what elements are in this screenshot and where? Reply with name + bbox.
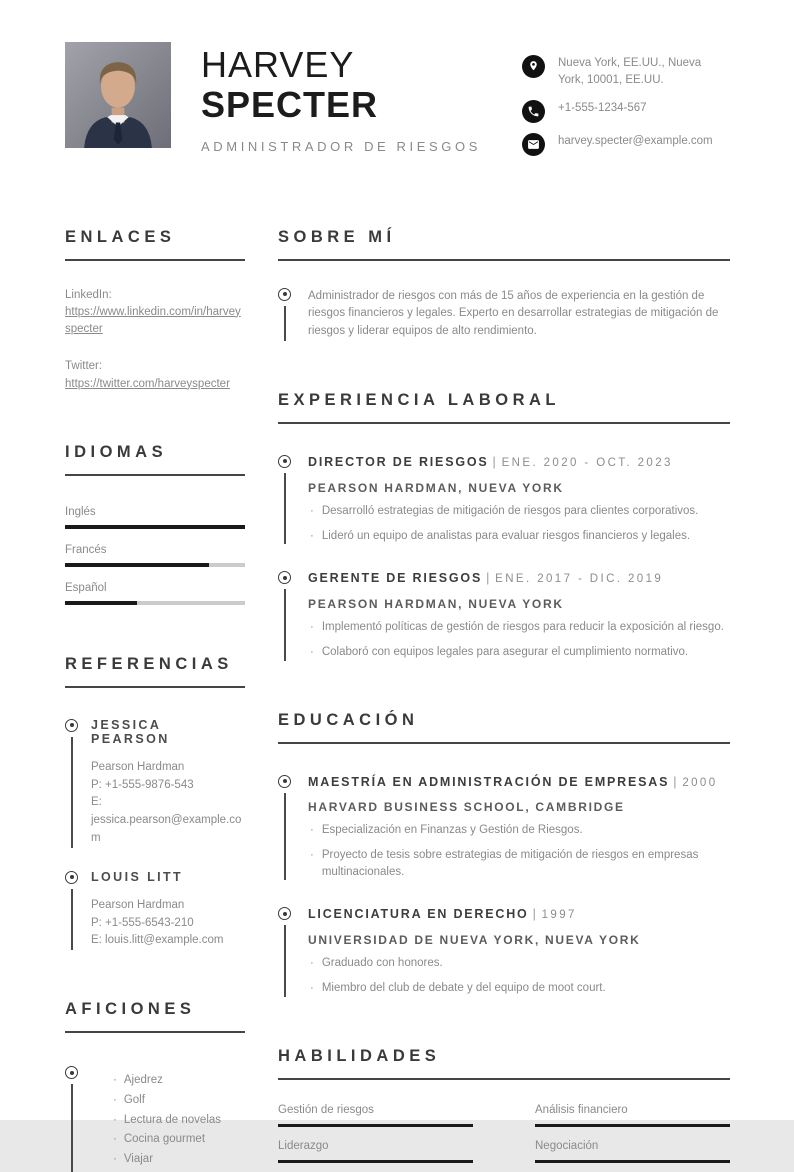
language-bar-fill bbox=[65, 601, 137, 605]
hobbies-entry bbox=[65, 1065, 245, 1172]
hobby-item: · Lectura de novelas bbox=[113, 1113, 245, 1128]
skill-name: Liderazgo bbox=[278, 1139, 329, 1152]
resume-header bbox=[65, 42, 730, 166]
timeline-line bbox=[284, 925, 286, 996]
left-column bbox=[65, 228, 245, 1172]
section-references bbox=[65, 655, 245, 951]
timeline-gutter bbox=[278, 774, 308, 881]
twitter-link[interactable]: https://twitter.com/harveyspecter bbox=[65, 377, 230, 390]
skill-bar-fill bbox=[535, 1160, 730, 1163]
languages-section-title: IDIOMAS bbox=[65, 443, 245, 476]
skill-name: Gestión de riesgos bbox=[278, 1103, 374, 1116]
reference-email: E: jessica.pearson@example.com bbox=[91, 796, 242, 844]
experience-company: PEARSON HARDMAN, NUEVA YORK bbox=[308, 597, 564, 612]
section-links bbox=[65, 228, 245, 393]
experience-bullet: · Implementó políticas de gestión de riesgos para reducir la exposición al riesgo. bbox=[308, 619, 730, 636]
language-name: Inglés bbox=[65, 505, 96, 518]
experience-company: PEARSON HARDMAN, NUEVA YORK bbox=[308, 480, 564, 495]
timeline-gutter bbox=[278, 454, 308, 544]
education-school: UNIVERSIDAD DE NUEVA YORK, NUEVA YORK bbox=[308, 933, 641, 948]
experience-bullet: · Lideró un equipo de analistas para evaluar riesgos financieros y legales. bbox=[308, 528, 730, 545]
reference-phone: P: +1-555-9876-543 bbox=[91, 778, 194, 791]
education-degree-line bbox=[308, 906, 730, 923]
reference-phone: P: +1-555-6543-210 bbox=[91, 916, 194, 929]
reference-company: Pearson Hardman bbox=[91, 898, 185, 911]
language-name: Español bbox=[65, 581, 107, 594]
section-skills bbox=[278, 1047, 730, 1163]
education-bullets bbox=[308, 955, 730, 996]
education-year: 2000 bbox=[682, 776, 718, 789]
skill-item bbox=[535, 1140, 730, 1163]
experience-bullet: · Colaboró con equipos legales para asegurar el cumplimiento normativo. bbox=[308, 644, 730, 661]
language-item bbox=[65, 544, 245, 567]
right-column bbox=[278, 228, 730, 1172]
contact-location-text: Nueva York, EE.UU., Nueva York, 10001, EE.UU. bbox=[558, 57, 702, 87]
section-about bbox=[278, 228, 730, 341]
reference-name: LOUIS LITT bbox=[91, 869, 184, 884]
job-title: ADMINISTRADOR DE RIESGOS bbox=[201, 138, 481, 154]
contact-phone-text: +1-555-1234-567 bbox=[558, 101, 647, 114]
timeline-gutter bbox=[65, 1065, 91, 1172]
skill-bar-fill bbox=[278, 1124, 473, 1127]
education-degree-line bbox=[308, 774, 730, 791]
last-name: SPECTER bbox=[201, 84, 379, 126]
timeline-gutter bbox=[278, 906, 308, 996]
experience-role-line bbox=[308, 570, 730, 587]
education-bullet: · Especialización en Finanzas y Gestión de Riesgos. bbox=[308, 822, 730, 839]
experience-role: DIRECTOR DE RIESGOS bbox=[308, 454, 489, 469]
contact-email-text: harvey.specter@example.com bbox=[558, 134, 713, 147]
skill-item bbox=[278, 1140, 473, 1163]
skill-name: Negociación bbox=[535, 1139, 599, 1152]
bullseye-icon bbox=[65, 1066, 78, 1079]
section-experience bbox=[278, 391, 730, 661]
reference-details bbox=[91, 759, 245, 848]
link-label: LinkedIn: bbox=[65, 288, 112, 301]
timeline-line bbox=[284, 589, 286, 660]
skill-item bbox=[535, 1104, 730, 1127]
bullseye-icon bbox=[65, 871, 78, 884]
section-hobbies bbox=[65, 1000, 245, 1172]
reference-item bbox=[65, 718, 245, 848]
education-degree: LICENCIATURA EN DERECHO bbox=[308, 907, 529, 922]
bullseye-icon bbox=[278, 775, 291, 788]
experience-dates: ENE. 2017 - DIC. 2019 bbox=[495, 573, 664, 586]
references-section-title: REFERENCIAS bbox=[65, 655, 245, 688]
education-item bbox=[278, 774, 730, 881]
timeline-line bbox=[284, 473, 286, 544]
about-entry bbox=[278, 287, 730, 341]
language-item bbox=[65, 506, 245, 529]
skill-bar-track bbox=[278, 1124, 473, 1127]
contact-item-location bbox=[522, 55, 730, 90]
reference-details bbox=[91, 897, 245, 950]
timeline-gutter bbox=[278, 287, 308, 341]
meta-separator: | bbox=[532, 907, 538, 922]
meta-separator: | bbox=[486, 571, 492, 586]
experience-section-title: EXPERIENCIA LABORAL bbox=[278, 391, 730, 424]
experience-item bbox=[278, 454, 730, 544]
experience-bullets bbox=[308, 503, 730, 544]
link-item-twitter bbox=[65, 358, 245, 393]
experience-item bbox=[278, 570, 730, 660]
hobby-item: · Golf bbox=[113, 1093, 245, 1108]
bullseye-icon bbox=[278, 907, 291, 920]
skill-bar-track bbox=[535, 1160, 730, 1163]
email-icon bbox=[522, 133, 545, 156]
hobby-item: · Viajar bbox=[113, 1152, 245, 1167]
bullseye-icon bbox=[278, 288, 291, 301]
phone-icon bbox=[522, 100, 545, 123]
skill-bar-fill bbox=[535, 1124, 730, 1127]
timeline-line bbox=[71, 889, 73, 950]
skill-bar-track bbox=[535, 1124, 730, 1127]
timeline-line bbox=[284, 306, 286, 341]
skills-section-title: HABILIDADES bbox=[278, 1047, 730, 1080]
person-avatar bbox=[65, 42, 171, 148]
links-section-title: ENLACES bbox=[65, 228, 245, 261]
contact-item-phone bbox=[522, 100, 730, 123]
hobby-item: · Ajedrez bbox=[113, 1073, 245, 1088]
hobbies-list bbox=[91, 1073, 245, 1167]
language-name: Francés bbox=[65, 543, 107, 556]
education-school: HARVARD BUSINESS SCHOOL, CAMBRIDGE bbox=[308, 800, 625, 815]
about-text: Administrador de riesgos con más de 15 años de experiencia en la gestión de riesgos financieros y legales. Experto en desarrollar estrategias de mitigación de riesgos y liderar equipos de alto rendimiento. bbox=[308, 289, 719, 338]
experience-role: GERENTE DE RIESGOS bbox=[308, 571, 483, 586]
timeline-gutter bbox=[278, 570, 308, 660]
timeline-line bbox=[71, 1084, 73, 1172]
bullseye-icon bbox=[278, 571, 291, 584]
education-bullet: · Miembro del club de debate y del equipo de moot court. bbox=[308, 980, 730, 997]
language-bar-track bbox=[65, 601, 245, 605]
bullseye-icon bbox=[65, 719, 78, 732]
language-bar-track bbox=[65, 563, 245, 567]
profile-photo bbox=[65, 42, 171, 148]
hobby-item: · Cocina gourmet bbox=[113, 1132, 245, 1147]
skill-name: Análisis financiero bbox=[535, 1103, 628, 1116]
language-item bbox=[65, 582, 245, 605]
language-bar-track bbox=[65, 525, 245, 529]
skill-item bbox=[278, 1104, 473, 1127]
reference-item bbox=[65, 870, 245, 950]
section-education bbox=[278, 711, 730, 997]
timeline-gutter bbox=[65, 718, 91, 848]
link-item-linkedin bbox=[65, 287, 245, 339]
about-section-title: SOBRE MÍ bbox=[278, 228, 730, 261]
section-languages bbox=[65, 443, 245, 605]
language-bar-fill bbox=[65, 563, 209, 567]
reference-company: Pearson Hardman bbox=[91, 760, 185, 773]
hobbies-section-title: AFICIONES bbox=[65, 1000, 245, 1033]
education-degree: MAESTRÍA EN ADMINISTRACIÓN DE EMPRESAS bbox=[308, 774, 670, 789]
skill-bar-fill bbox=[278, 1160, 473, 1163]
contact-block bbox=[522, 42, 730, 166]
timeline-line bbox=[71, 737, 73, 848]
link-label: Twitter: bbox=[65, 360, 103, 373]
education-year: 1997 bbox=[541, 909, 577, 922]
meta-separator: | bbox=[492, 454, 498, 469]
linkedin-link[interactable]: https://www.linkedin.com/in/harveyspecter bbox=[65, 305, 241, 335]
experience-role-line bbox=[308, 454, 730, 471]
reference-email: E: louis.litt@example.com bbox=[91, 934, 224, 947]
content-columns bbox=[65, 228, 730, 1172]
location-pin-icon bbox=[522, 55, 545, 78]
education-bullets bbox=[308, 822, 730, 880]
name-block bbox=[201, 42, 481, 154]
bullseye-icon bbox=[278, 455, 291, 468]
experience-dates: ENE. 2020 - OCT. 2023 bbox=[501, 456, 673, 469]
reference-name: JESSICA PEARSON bbox=[91, 717, 170, 746]
timeline-line bbox=[284, 793, 286, 881]
person-name bbox=[201, 45, 481, 126]
experience-bullets bbox=[308, 619, 730, 660]
skills-grid bbox=[278, 1104, 730, 1163]
education-bullet: · Graduado con honores. bbox=[308, 955, 730, 972]
education-item bbox=[278, 906, 730, 996]
education-section-title: EDUCACIÓN bbox=[278, 711, 730, 744]
first-name: HARVEY bbox=[201, 44, 355, 85]
experience-bullet: · Desarrolló estrategias de mitigación de riesgos para clientes corporativos. bbox=[308, 503, 730, 520]
education-bullet: · Proyecto de tesis sobre estrategias de mitigación de riesgos en empresas multinacionales. bbox=[308, 847, 730, 880]
skill-bar-track bbox=[278, 1160, 473, 1163]
meta-separator: | bbox=[673, 774, 679, 789]
timeline-gutter bbox=[65, 870, 91, 950]
contact-item-email bbox=[522, 133, 730, 156]
language-bar-fill bbox=[65, 525, 245, 529]
